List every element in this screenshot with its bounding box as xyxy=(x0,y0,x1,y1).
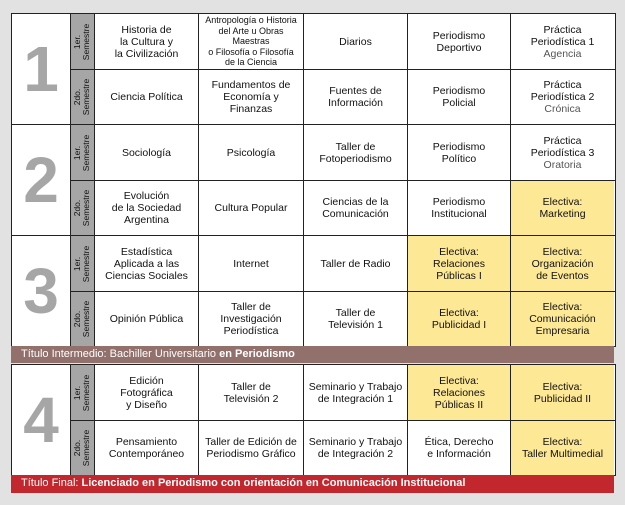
course-text xyxy=(432,307,486,331)
course-cell xyxy=(95,236,198,291)
course-cell xyxy=(408,70,510,124)
course-text xyxy=(120,375,173,411)
elective-course-cell xyxy=(511,421,614,475)
final-title-prefix: Título Final: xyxy=(21,477,79,489)
course-cell xyxy=(304,181,407,235)
course-name: Evolución de la Sociedad Argentina xyxy=(111,190,182,226)
course-name: Opinión Pública xyxy=(109,313,184,325)
year-block xyxy=(11,235,616,347)
course-cell xyxy=(199,292,303,346)
semester-label-text: 1er. Semestre xyxy=(72,245,92,282)
elective-course-cell xyxy=(408,292,510,346)
intermediate-title-bar xyxy=(11,346,614,363)
course-text xyxy=(233,258,269,270)
course-text xyxy=(115,24,179,60)
course-cell xyxy=(95,14,198,69)
course-name: Taller de Edición de Periodismo Gráfico xyxy=(205,436,297,460)
course-name: Electiva: Marketing xyxy=(539,196,586,220)
course-name: Ciencias de la Comunicación xyxy=(322,196,389,220)
course-name: Sociología xyxy=(121,146,172,159)
course-name: Electiva: Relaciones Públicas II xyxy=(433,374,485,411)
course-name: Cultura Popular xyxy=(214,202,288,214)
course-cell xyxy=(304,70,407,124)
semester-label-text: 2do. Semestre xyxy=(72,78,92,116)
course-text xyxy=(433,246,485,282)
semester-label xyxy=(71,125,94,180)
course-text xyxy=(328,307,383,331)
course-cell xyxy=(95,365,198,420)
semester-label xyxy=(71,292,94,346)
year-block xyxy=(11,124,616,236)
course-name: Electiva: Relaciones Públicas I xyxy=(433,245,485,282)
course-text xyxy=(433,85,486,109)
elective-course-cell xyxy=(511,236,614,291)
course-cell xyxy=(511,125,614,180)
course-text xyxy=(532,246,594,282)
course-text xyxy=(110,91,182,103)
course-cell xyxy=(199,70,303,124)
course-cell xyxy=(199,421,303,475)
course-text xyxy=(328,85,383,109)
course-text xyxy=(433,375,485,411)
course-text xyxy=(522,436,603,460)
course-cell xyxy=(408,421,510,475)
course-name: Fundamentos de Economía y Finanzas xyxy=(211,79,291,115)
elective-course-cell xyxy=(408,365,510,420)
semester-label-text: 1er. Semestre xyxy=(72,374,92,411)
course-name: Práctica Periodística 1 xyxy=(530,23,595,48)
course-name: Taller de Televisión 2 xyxy=(223,380,279,405)
course-cell xyxy=(304,236,407,291)
course-cell xyxy=(304,292,407,346)
semester-label xyxy=(71,365,94,420)
course-name: Práctica Periodística 3 xyxy=(530,134,595,159)
course-text xyxy=(534,381,591,405)
course-text xyxy=(309,381,402,405)
course-name: Seminario y Trabajo de Integración 2 xyxy=(308,436,403,460)
intermediate-title-degree: en Periodismo xyxy=(219,348,295,360)
course-text xyxy=(105,246,188,282)
intermediate-title-prefix: Título Intermedio: Bachiller Universitario xyxy=(21,348,217,360)
elective-course-cell xyxy=(511,181,614,235)
course-subtitle: Crónica xyxy=(544,103,581,115)
semester-label xyxy=(71,70,94,124)
course-cell xyxy=(408,14,510,69)
course-text xyxy=(202,15,300,68)
course-name: Seminario y Trabajo de Integración 1 xyxy=(308,380,403,405)
course-name: Electiva: Taller Multimedial xyxy=(521,436,604,460)
course-name: Electiva: Organización de Eventos xyxy=(531,245,594,282)
course-cell xyxy=(95,70,198,124)
course-text xyxy=(322,196,389,220)
course-text xyxy=(433,141,486,165)
course-text xyxy=(539,196,585,220)
semester-label-text: 2do. Semestre xyxy=(72,429,92,467)
course-text xyxy=(215,202,288,214)
course-name: Periodismo Institucional xyxy=(431,196,487,220)
course-cell xyxy=(95,292,198,346)
course-cell xyxy=(408,125,510,180)
course-text xyxy=(425,436,494,460)
final-title-degree: Licenciado en Periodismo con orientación en Comunicación Institucional xyxy=(81,477,466,489)
elective-course-cell xyxy=(511,292,614,346)
course-text xyxy=(531,135,595,171)
course-name: Taller de Fotoperiodismo xyxy=(319,140,392,165)
course-text xyxy=(112,190,181,226)
course-name: Psicología xyxy=(226,146,276,159)
year-number: 2 xyxy=(23,144,59,216)
semester-label xyxy=(71,236,94,291)
year-number: 4 xyxy=(23,384,59,456)
semester-label xyxy=(71,14,94,69)
course-text xyxy=(220,301,281,337)
course-cell xyxy=(199,125,303,180)
course-subtitle: Agencia xyxy=(543,47,582,60)
course-name: Taller de Radio xyxy=(320,257,391,270)
course-cell xyxy=(199,236,303,291)
course-name: Taller de Televisión 1 xyxy=(328,307,383,331)
course-name: Estadística Aplicada a las Ciencias Sociales xyxy=(105,245,188,282)
course-cell xyxy=(304,14,407,69)
semester-label-text: 2do. Semestre xyxy=(72,189,92,227)
course-text xyxy=(109,436,184,460)
course-cell xyxy=(199,365,303,420)
course-name: Internet xyxy=(233,257,269,270)
course-name: Antropología o Historia del Arte u Obras Maestras o Filosofía o Filosofía de la Ciencia xyxy=(205,15,297,68)
course-cell xyxy=(95,125,198,180)
course-cell xyxy=(408,181,510,235)
final-title-bar xyxy=(11,475,614,493)
course-name: Electiva: Publicidad I xyxy=(431,307,487,331)
course-text xyxy=(224,381,279,405)
course-text xyxy=(529,301,596,337)
course-text xyxy=(433,30,486,54)
course-cell xyxy=(199,14,303,69)
course-text xyxy=(531,24,595,60)
course-name: Edición Fotográfica y Diseño xyxy=(120,374,173,411)
year-number: 1 xyxy=(23,33,59,105)
course-cell xyxy=(511,70,614,124)
course-name: Periodismo Policial xyxy=(432,85,486,109)
course-cell xyxy=(95,181,198,235)
course-text xyxy=(202,79,300,115)
course-text xyxy=(319,141,391,165)
year-number: 3 xyxy=(23,255,59,327)
course-cell xyxy=(304,421,407,475)
course-name: Ciencia Política xyxy=(110,91,183,103)
course-text xyxy=(531,79,595,115)
course-cell xyxy=(199,181,303,235)
course-cell xyxy=(304,365,407,420)
course-name: Historia de la Cultura y la Civilización xyxy=(114,23,179,60)
semester-label-text: 2do. Semestre xyxy=(72,300,92,338)
course-text xyxy=(110,313,184,325)
course-text xyxy=(309,436,402,460)
course-cell xyxy=(304,125,407,180)
course-cell xyxy=(95,421,198,475)
year-block xyxy=(11,13,616,125)
course-subtitle: Oratoria xyxy=(543,158,582,171)
course-text xyxy=(339,36,372,48)
course-name: Electiva: Comunicación Empresaria xyxy=(529,301,596,337)
elective-course-cell xyxy=(408,236,510,291)
semester-label xyxy=(71,181,94,235)
course-name: Ética, Derecho e Información xyxy=(424,436,494,460)
semester-label-text: 1er. Semestre xyxy=(72,134,92,171)
year-block xyxy=(11,364,616,476)
elective-course-cell xyxy=(511,365,614,420)
course-name: Diarios xyxy=(339,35,372,48)
course-text xyxy=(227,147,275,159)
semester-label xyxy=(71,421,94,475)
course-name: Periodismo Político xyxy=(432,140,486,165)
course-name: Taller de Investigación Periodística xyxy=(220,301,282,337)
course-name: Electiva: Publicidad II xyxy=(533,380,592,405)
course-text xyxy=(205,436,297,460)
course-text xyxy=(431,196,486,220)
course-text xyxy=(320,258,390,270)
course-name: Periodismo Deportivo xyxy=(432,29,486,54)
course-text xyxy=(122,147,171,159)
course-name: Fuentes de Información xyxy=(328,85,383,109)
course-name: Pensamiento Contemporáneo xyxy=(108,436,185,460)
course-cell xyxy=(511,14,614,69)
course-name: Práctica Periodística 2 xyxy=(530,79,595,103)
semester-label-text: 1er. Semestre xyxy=(72,23,92,60)
